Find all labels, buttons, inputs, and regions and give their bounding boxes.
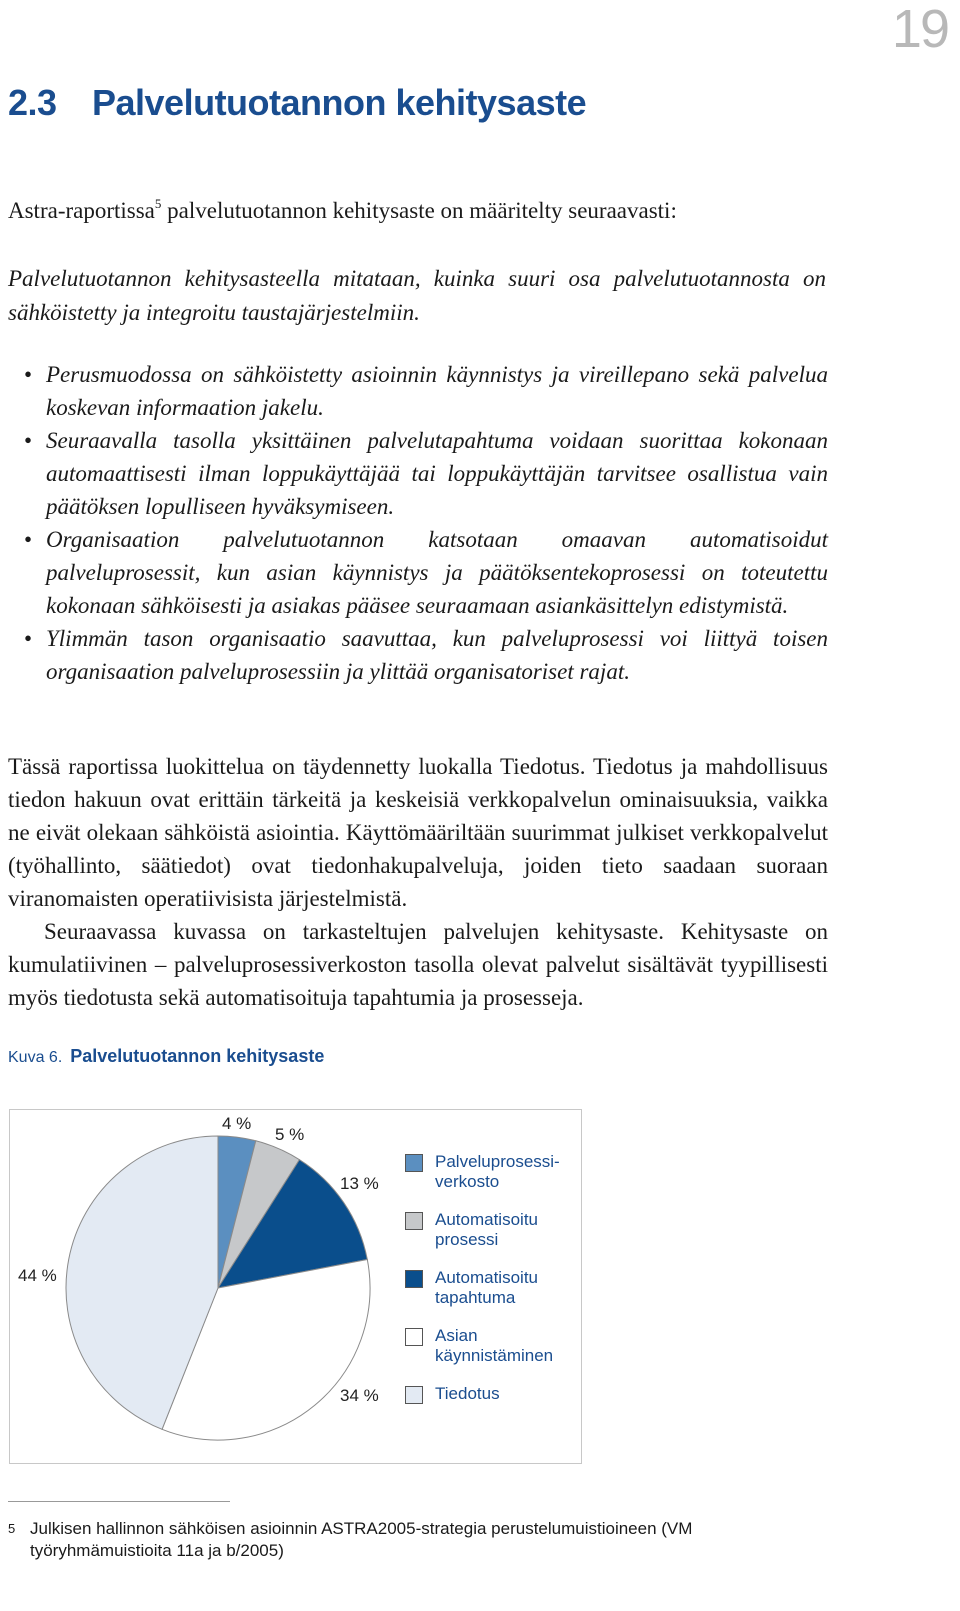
legend-swatch	[405, 1270, 423, 1288]
section-title: Palvelutuotannon kehitysaste	[92, 82, 587, 123]
list-item: • Perusmuodossa on sähköistetty asioinnin käynnistys ja vireillepano sekä palvelua koskevan informaation jakelu.	[28, 358, 828, 424]
intro-text-before: Astra-raportissa	[8, 198, 155, 223]
footnote-divider	[8, 1501, 230, 1502]
slice-label: 44 %	[18, 1266, 57, 1285]
legend-swatch	[405, 1386, 423, 1404]
legend-label: Automatisoitu prosessi	[435, 1210, 538, 1249]
legend-item	[405, 1326, 575, 1366]
legend-label: Automatisoitu tapahtuma	[435, 1268, 538, 1307]
pie-chart-figure	[9, 1109, 582, 1464]
legend-label: Tiedotus	[435, 1384, 500, 1403]
legend-label: Palveluprosessi- verkosto	[435, 1152, 560, 1191]
body-paragraph: Tässä raportissa luokittelua on täydennetty luokalla Tiedotus. Tiedotus ja mahdollisuus tiedon hakuun ovat erittäin tärkeitä ja keskeisiä verkkopalvelun ominaisuuksia, vaikka ne eivät olekaan sähköistä asiointia. Käyttömääriltään suurimmat julkiset verkkopalvelut (työhallinto, säätiedot) ovat tiedonhakupalveluja, joiden tieto saadaan suoraan viranomaisten operatiivisista järjestelmistä.	[8, 754, 828, 911]
slice-label: 4 %	[222, 1114, 252, 1133]
level-list	[28, 358, 828, 688]
legend-item	[405, 1268, 575, 1308]
legend-swatch	[405, 1154, 423, 1172]
definition-quote: Palvelutuotannon kehitysasteella mitataan, kuinka suuri osa palvelutuotannosta on sähköistetty ja integroitu taustajärjestelmiin.	[8, 266, 826, 325]
list-item: • Seuraavalla tasolla yksittäinen palvelutapahtuma voidaan suorittaa kokonaan automaattisesti ilman loppukäyttäjää tai loppukäyttäjän tarvitsee osallistua vain päätöksen lopulliseen hyväksymiseen.	[28, 424, 828, 523]
slice-label: 34 %	[340, 1386, 379, 1405]
body-paragraph: Seuraavassa kuvassa on tarkasteltujen palvelujen kehitysaste. Kehitysaste on kumulatiivinen – palveluprosessiverkoston tasolla olevat palvelut sisältävät tyypillisesti myös tiedotusta sekä automatisoituja tapahtumia ja prosesseja.	[8, 919, 828, 1010]
legend-item	[405, 1152, 575, 1192]
slice-label: 13 %	[340, 1174, 379, 1193]
list-item: • Ylimmän tason organisaatio saavuttaa, kun palveluprosessi voi liittyä toisen organisaation palveluprosessiin ja ylittää organisatoriset rajat.	[28, 622, 828, 688]
legend-item	[405, 1384, 575, 1404]
list-item: • Organisaation palvelutuotannon katsotaan omaavan automatisoidut palveluprosessit, kun asian käynnistys ja päätöksentekoprosessi on toteutettu kokonaan sähköisesti ja asiakas pääsee seuraamaan asiankäsittelyn edistymistä.	[28, 523, 828, 622]
intro-paragraph	[8, 196, 828, 224]
body-text	[8, 750, 828, 1014]
page-number: 19	[891, 0, 948, 59]
footnote	[8, 1518, 750, 1562]
figure-label: Kuva 6.	[8, 1049, 63, 1066]
section-heading	[8, 82, 586, 124]
footnote-ref: 5	[154, 196, 162, 211]
section-number: 2.3	[8, 82, 57, 123]
legend-swatch	[405, 1328, 423, 1346]
legend-swatch	[405, 1212, 423, 1230]
figure-caption	[8, 1046, 324, 1067]
footnote-mark: 5	[8, 1521, 16, 1536]
footnote-text: Julkisen hallinnon sähköisen asioinnin ASTRA2005-strategia perustelumuistioineen (VM työryhmämuistioita 11a ja b/2005)	[30, 1519, 693, 1560]
figure-title: Palvelutuotannon kehitysaste	[70, 1046, 325, 1066]
legend-label: Asian käynnistäminen	[435, 1326, 554, 1365]
intro-text-after: palvelutuotannon kehitysaste on määritelty seuraavasti:	[161, 198, 677, 223]
legend-item	[405, 1210, 575, 1250]
slice-label: 5 %	[275, 1125, 305, 1144]
